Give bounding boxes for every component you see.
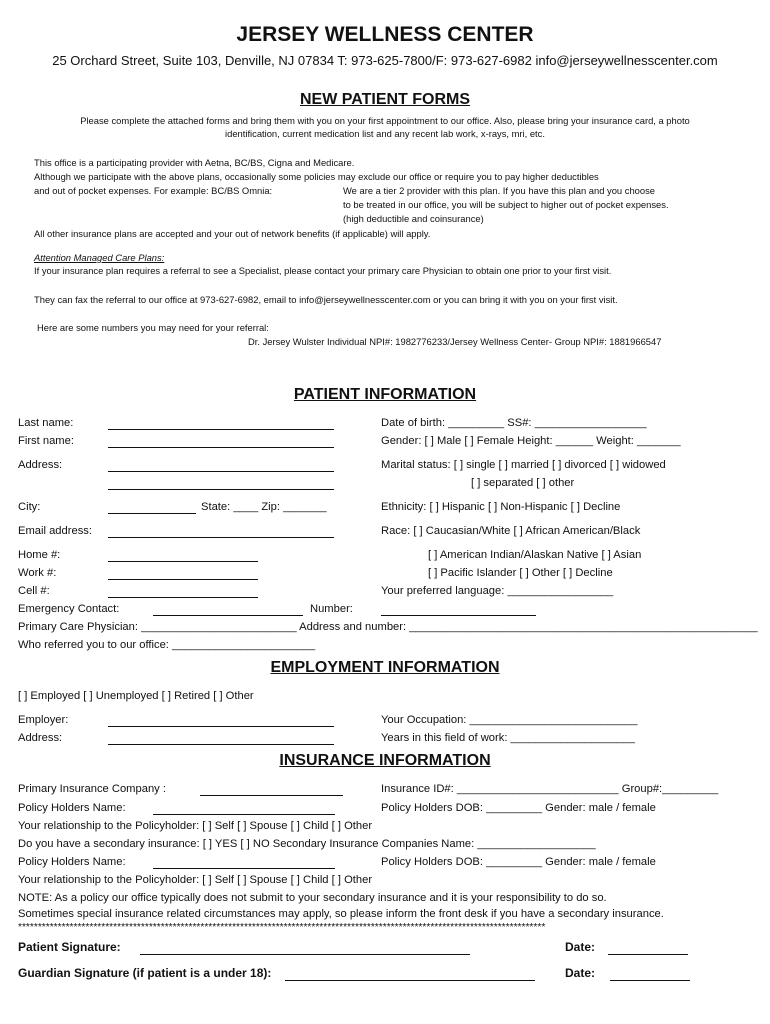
last-name-label: Last name: <box>18 417 74 429</box>
pcp-line: Primary Care Physician: _________________________ Address and number: ________________________________________________________ <box>18 621 758 633</box>
patient-date-field[interactable] <box>608 954 688 955</box>
last-name-field[interactable] <box>108 429 334 430</box>
first-name-field[interactable] <box>108 447 334 448</box>
page-title: JERSEY WELLNESS CENTER <box>236 23 534 46</box>
guardian-signature-label: Guardian Signature (if patient is a under 18): <box>18 966 272 980</box>
insurance-heading: INSURANCE INFORMATION <box>279 752 491 769</box>
intro-line-1: Please complete the attached forms and bring them with you on your first appointment to our office. Also, please bring your insurance card, a photo <box>80 115 690 126</box>
employer-address-label: Address: <box>18 732 63 744</box>
guardian-signature-field[interactable] <box>285 980 535 981</box>
work-phone-field[interactable] <box>108 579 258 580</box>
tier-text-2: to be treated in our office, you will be subject to higher out of pocket expenses. <box>343 199 669 210</box>
primary-insurance-label: Primary Insurance Company : <box>18 783 166 795</box>
patient-info-heading: PATIENT INFORMATION <box>293 386 477 403</box>
other-plans-text: All other insurance plans are accepted and your out of network benefits (if applicable) will apply. <box>34 228 431 239</box>
relationship-line-2: Your relationship to the Policyholder: [ ] Self [ ] Spouse [ ] Child [ ] Other <box>18 874 373 886</box>
policy-holder-label: Policy Holders Name: <box>18 802 126 814</box>
state-zip-label: State: ____ Zip: _______ <box>201 501 327 513</box>
example-text: and out of pocket expenses. For example: BC/BS Omnia: <box>34 185 273 196</box>
language-line: Your preferred language: _________________ <box>381 585 614 597</box>
policy-holder-label-2: Policy Holders Name: <box>18 856 126 868</box>
dob-ss-line: Date of birth: _________ SS#: __________________ <box>381 417 647 429</box>
primary-insurance-field[interactable] <box>200 795 343 796</box>
ethnicity-line: Ethnicity: [ ] Hispanic [ ] Non-Hispanic [ ] Decline <box>381 501 621 513</box>
emergency-contact-field[interactable] <box>153 615 303 616</box>
new-patient-forms-heading: NEW PATIENT FORMS <box>299 91 471 108</box>
tier-text-3: (high deductible and coinsurance) <box>343 213 484 224</box>
policy-dob-line-2: Policy Holders DOB: _________ Gender: male / female <box>381 856 656 868</box>
emergency-number-field[interactable] <box>381 615 536 616</box>
work-phone-label: Work #: <box>18 567 57 579</box>
tier-text: We are a tier 2 provider with this plan. If you have this plan and you choose <box>343 185 655 196</box>
address-field-2[interactable] <box>108 489 334 490</box>
city-label: City: <box>18 501 41 513</box>
managed-care-heading: Attention Managed Care Plans: <box>34 252 165 263</box>
address-label: Address: <box>18 459 63 471</box>
first-name-label: First name: <box>18 435 74 447</box>
marital-status-line-2: [ ] separated [ ] other <box>471 477 575 489</box>
participating-text: This office is a participating provider with Aetna, BC/BS, Cigna and Medicare. <box>34 157 355 168</box>
email-field[interactable] <box>108 537 334 538</box>
gender-height-weight-line: Gender: [ ] Male [ ] Female Height: ______ Weight: _______ <box>381 435 681 447</box>
email-label: Email address: <box>18 525 92 537</box>
employer-label: Employer: <box>18 714 69 726</box>
years-line: Years in this field of work: ____________________ <box>381 732 635 744</box>
patient-date-label: Date: <box>565 940 596 954</box>
secondary-insurance-line: Do you have a secondary insurance: [ ] YES [ ] NO Secondary Insurance Companies Name: ___________________ <box>18 838 596 850</box>
note-line-2: Sometimes special insurance related circumstances may apply, so please inform the front desk if you have a secondary insurance. <box>18 908 664 920</box>
cell-phone-label: Cell #: <box>18 585 50 597</box>
patient-signature-label: Patient Signature: <box>18 940 121 954</box>
cell-phone-field[interactable] <box>108 597 258 598</box>
employment-heading: EMPLOYMENT INFORMATION <box>270 659 500 676</box>
employer-address-field[interactable] <box>108 744 334 745</box>
numbers-text: Here are some numbers you may need for your referral: <box>37 322 269 333</box>
exclusion-text: Although we participate with the above plans, occasionally some policies may exclude our office or require you to pay higher deductibles <box>34 171 599 182</box>
referral-text: If your insurance plan requires a referral to see a Specialist, please contact your primary care Physician to obtain one prior to your first visit. <box>34 265 612 276</box>
referred-line: Who referred you to our office: _______________________ <box>18 639 316 651</box>
occupation-line: Your Occupation: ___________________________ <box>381 714 638 726</box>
home-phone-label: Home #: <box>18 549 61 561</box>
race-line-3: [ ] Pacific Islander [ ] Other [ ] Decline <box>428 567 613 579</box>
employer-field[interactable] <box>108 726 334 727</box>
address-field-1[interactable] <box>108 471 334 472</box>
npi-text: Dr. Jersey Wulster Individual NPI#: 1982776233/Jersey Wellness Center- Group NPI#: 1881966547 <box>248 336 662 347</box>
emergency-number-label: Number: <box>310 603 353 615</box>
race-line-1: Race: [ ] Caucasian/White [ ] African American/Black <box>381 525 641 537</box>
note-line-1: NOTE: As a policy our office typically does not submit to your secondary insurance and it is your responsibility to do so. <box>18 892 607 904</box>
emergency-contact-label: Emergency Contact: <box>18 603 120 615</box>
fax-text: They can fax the referral to our office at 973-627-6982, email to info@jerseywellnesscenter.com or you can bring it with you on your first visit. <box>34 294 618 305</box>
employment-status-line: [ ] Employed [ ] Unemployed [ ] Retired [ ] Other <box>18 690 254 702</box>
intro-line-2: identification, current medication list and any recent lab work, x-rays, mri, etc. <box>225 128 545 139</box>
address-line: 25 Orchard Street, Suite 103, Denville, NJ 07834 T: 973-625-7800/F: 973-627-6982 info@jerseywellnesscenter.com <box>52 53 718 68</box>
patient-signature-field[interactable] <box>140 954 470 955</box>
policy-holder-field[interactable] <box>153 814 335 815</box>
guardian-date-field[interactable] <box>610 980 690 981</box>
race-line-2: [ ] American Indian/Alaskan Native [ ] Asian <box>428 549 642 561</box>
home-phone-field[interactable] <box>108 561 258 562</box>
policy-holder-field-2[interactable] <box>153 868 335 869</box>
marital-status-line: Marital status: [ ] single [ ] married [ ] divorced [ ] widowed <box>381 459 666 471</box>
relationship-line-1: Your relationship to the Policyholder: [ ] Self [ ] Spouse [ ] Child [ ] Other <box>18 820 373 832</box>
separator-stars: ************************************************************************************************************************************* <box>18 922 546 933</box>
city-field[interactable] <box>108 513 196 514</box>
guardian-date-label: Date: <box>565 966 596 980</box>
insurance-id-line: Insurance ID#: __________________________ Group#:_________ <box>381 783 719 795</box>
policy-dob-line-1: Policy Holders DOB: _________ Gender: male / female <box>381 802 656 814</box>
